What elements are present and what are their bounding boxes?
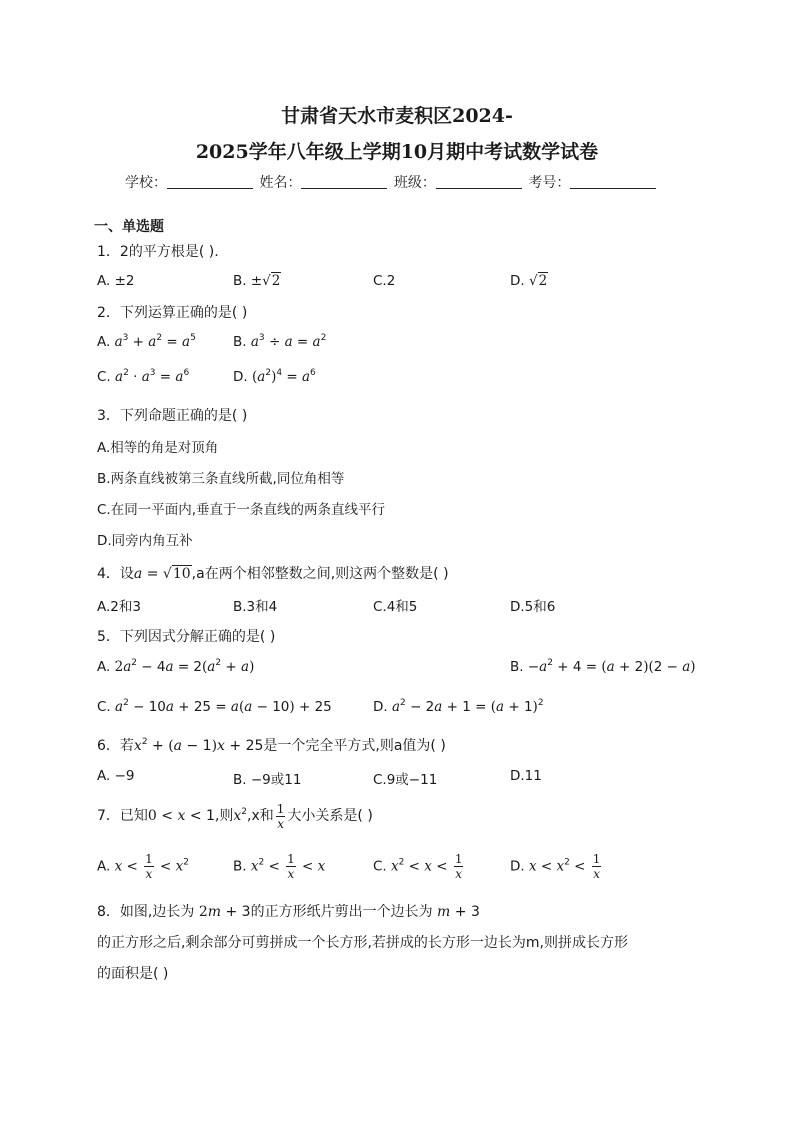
q3-option-c: C.在同一平面内,垂直于一条直线的两条直线平行 — [97, 502, 386, 518]
class-blank[interactable] — [436, 176, 522, 189]
q5-option-c: C. $a^2 - 10a + 25 = a(a - 10) + 25$ — [97, 698, 332, 715]
question-number: 5． — [97, 629, 120, 645]
q2-option-a: A. $a^3 + a^2 = a^5$ — [97, 333, 196, 350]
question-stem-prefix: 已知 — [119, 808, 148, 824]
q2-option-b: B. $a^3 \div a = a^2$ — [233, 333, 327, 350]
question-stem-part: 的正方形纸片剪出一个边长为 — [250, 904, 433, 920]
question-6: 6．若$x^2 + (a - 1)x + 25$是一个完全平方式,则a值为( ) — [97, 737, 446, 754]
option-label: A. — [97, 334, 111, 350]
option-label: D. — [510, 273, 529, 289]
exam-number-blank[interactable] — [570, 176, 656, 189]
q4-option-d: D.5和6 — [510, 599, 556, 615]
option-label: C. — [373, 858, 387, 875]
question-stem: 2的平方根是( ). — [119, 244, 219, 260]
q4-option-a: A.2和3 — [97, 599, 141, 615]
option-label: B. — [233, 858, 247, 875]
question-stem-mid: ,则 — [214, 808, 234, 824]
q7-option-b: B. $x^2$ < $\frac{1}{x}$ < x — [233, 852, 326, 881]
school-label: 学校： — [125, 175, 167, 191]
school-blank[interactable] — [167, 176, 253, 189]
question-2 — [97, 302, 247, 322]
question-number: 1． — [97, 244, 120, 260]
student-info-row — [125, 172, 658, 192]
q1-option-b: B. ±√2 — [233, 273, 281, 289]
q6-option-b: B. −9或11 — [233, 772, 302, 788]
option-label: A. — [97, 858, 111, 875]
name-label: 姓名： — [259, 175, 302, 191]
option-label: B. ± — [233, 273, 263, 289]
q5-option-a: A. $2a^2 - 4a = 2(a^2 + a)$ — [97, 658, 255, 675]
option-label: B. — [233, 334, 247, 350]
q6-option-a: A. −9 — [97, 768, 135, 784]
question-stem: 下列因式分解正确的是( ) — [119, 629, 276, 645]
option-label: C. — [97, 699, 111, 715]
q7-option-d: D. $x < x^2$ < $\frac{1}{x}$ — [510, 852, 601, 881]
exam-title-line2: 2025学年八年级上学期10月期中考试数学试卷 — [195, 141, 599, 163]
radicand: 10 — [172, 566, 191, 582]
q5-option-d: D. $a^2 - 2a + 1 = (a + 1)^2$ — [373, 698, 544, 715]
option-label: D. — [373, 699, 388, 715]
q6-option-d: D.11 — [510, 768, 542, 784]
question-stem-part: 如图,边长为 — [119, 904, 195, 920]
question-number: 7． — [97, 808, 120, 824]
question-8-line3: 的面积是( ) — [97, 966, 169, 982]
option-label: D. — [510, 858, 525, 875]
option-label: D. — [233, 369, 248, 385]
q1-option-a: A. ±2 — [97, 273, 135, 289]
radicand: 2 — [271, 273, 281, 289]
q4-option-c: C.4和5 — [373, 599, 418, 615]
q7-option-c: C. $x^2 < x$ < $\frac{1}{x}$ — [373, 852, 463, 881]
option-label: A. — [97, 659, 111, 675]
question-3 — [97, 405, 247, 425]
q1-option-c: C.2 — [373, 273, 396, 289]
q6-option-c: C.9或−11 — [373, 772, 438, 788]
question-number: 6． — [97, 738, 120, 754]
question-number: 2． — [97, 305, 120, 321]
question-number: 8． — [97, 904, 120, 920]
question-4: 4．设a = √10,a在两个相邻整数之间,则这两个整数是( ) — [97, 566, 449, 582]
q3-option-d: D.同旁内角互补 — [97, 533, 193, 549]
q7-option-a: A. x < $\frac{1}{x}$ < $x^2$ — [97, 852, 190, 881]
question-stem-suffix: 大小关系是( ) — [287, 808, 373, 824]
question-stem-suffix: 是一个完全平方式,则a值为( ) — [263, 738, 446, 754]
section-title: 一、单选题 — [94, 219, 164, 235]
option-label: B. — [510, 659, 524, 675]
exam-title-line1: 甘肃省天水市麦积区2024- — [281, 105, 513, 127]
equals: = — [142, 566, 163, 582]
q2-option-d: D. $(a^2)^4 = a^6$ — [233, 368, 316, 385]
question-1 — [97, 241, 219, 261]
question-stem: 下列命题正确的是( ) — [119, 408, 248, 424]
question-8-line2: 的正方形之后,剩余部分可剪拼成一个长方形,若拼成的长方形一边长为m,则拼成长方形 — [97, 935, 628, 951]
question-7: 7．已知0 < x < 1,则$x^2,x$和 $\frac{1}{x}$ 大小关系是( ) — [97, 801, 373, 831]
option-label: C. — [97, 369, 111, 385]
question-stem-mid2: ,x和 — [247, 808, 274, 824]
radicand: 2 — [538, 273, 548, 289]
question-8: 8．如图,边长为 2m + 3的正方形纸片剪出一个边长为 m + 3 — [97, 904, 480, 920]
question-stem-prefix: 设 — [119, 566, 134, 582]
question-5 — [97, 626, 275, 646]
name-blank[interactable] — [301, 176, 387, 189]
q3-option-b: B.两条直线被第三条直线所截,同位角相等 — [97, 471, 345, 487]
question-number: 3． — [97, 408, 120, 424]
variable: a — [133, 566, 143, 582]
question-stem-suffix: ,a在两个相邻整数之间,则这两个整数是( ) — [191, 566, 449, 582]
q4-option-b: B.3和4 — [233, 599, 278, 615]
exam-number-label: 考号： — [528, 175, 571, 191]
q1-option-d: D. √2 — [510, 273, 548, 289]
question-number: 4． — [97, 566, 120, 582]
q2-option-c: C. $a^2 \cdot a^3 = a^6$ — [97, 368, 190, 385]
question-stem: 下列运算正确的是( ) — [119, 305, 248, 321]
question-stem-prefix: 若 — [119, 738, 134, 754]
q3-option-a: A.相等的角是对顶角 — [97, 440, 219, 456]
class-label: 班级： — [393, 175, 436, 191]
q5-option-b: B. $-a^2 + 4 = (a + 2)(2 - a)$ — [510, 658, 696, 675]
